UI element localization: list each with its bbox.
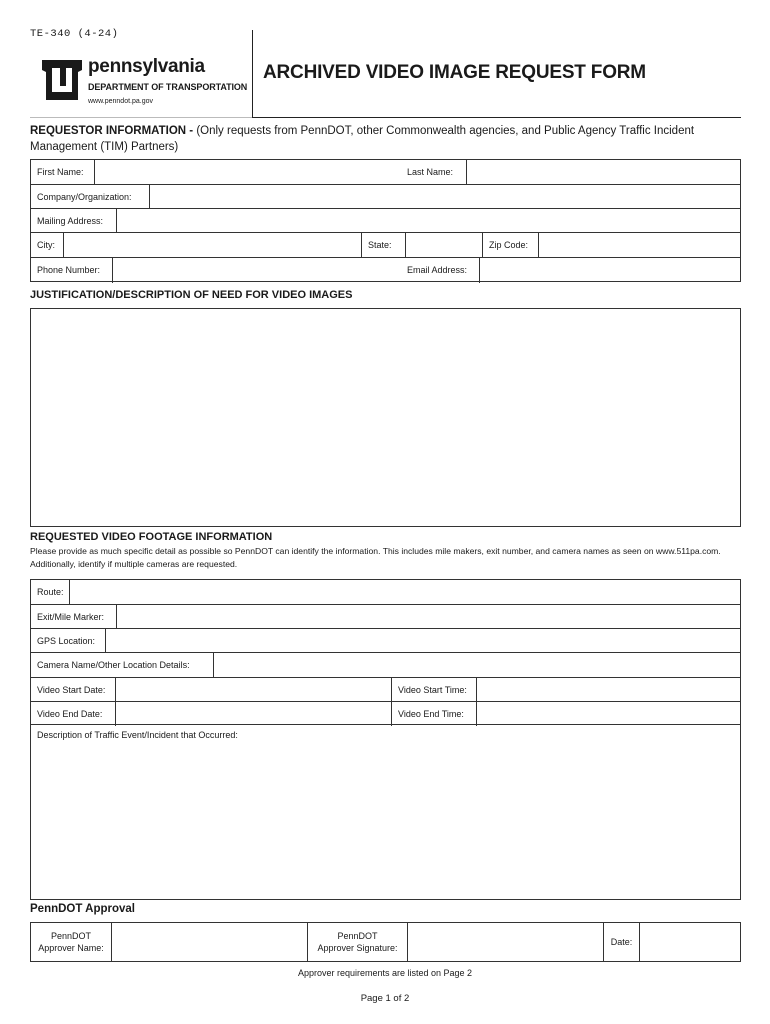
- approval-grid: [30, 922, 741, 962]
- justification-box[interactable]: [30, 308, 741, 527]
- requestor-grid: [30, 159, 741, 282]
- gps-field[interactable]: [105, 629, 740, 653]
- zip-input[interactable]: [539, 233, 740, 258]
- requestor-heading: REQUESTOR INFORMATION -: [30, 125, 197, 137]
- approver-name-label-line2: Approver Name:: [38, 943, 104, 953]
- row-mailing: [31, 208, 740, 233]
- requestor-eligibility: (Only requests from PennDOT, other Commonwealth agencies, and Public Agency Traffic Incident Management (TIM) Partners): [30, 125, 695, 153]
- start-time-field[interactable]: [476, 678, 740, 702]
- state-input[interactable]: [406, 233, 482, 258]
- gps-label: GPS Location:: [37, 636, 96, 646]
- header-rule: [253, 117, 741, 118]
- email-field[interactable]: [479, 258, 740, 283]
- email-input[interactable]: [480, 258, 740, 283]
- city-field[interactable]: [63, 233, 361, 258]
- first-name-label: First Name:: [37, 167, 84, 177]
- row-company: [31, 184, 740, 209]
- start-time-label: Video Start Time:: [391, 678, 476, 702]
- page-number: Page 1 of 2: [360, 993, 410, 1004]
- approver-signature-input[interactable]: [408, 923, 603, 961]
- footage-grid: [30, 579, 741, 725]
- end-time-field[interactable]: [476, 702, 740, 726]
- page-title: ARCHIVED VIDEO IMAGE REQUEST FORM: [263, 62, 646, 83]
- camera-label: Camera Name/Other Location Details:: [37, 660, 190, 670]
- start-date-field[interactable]: [115, 678, 391, 702]
- last-name-field[interactable]: [466, 160, 740, 184]
- company-input[interactable]: [150, 185, 740, 209]
- mailing-field[interactable]: [116, 209, 740, 233]
- justification-heading: JUSTIFICATION/DESCRIPTION OF NEED FOR VIDEO IMAGES: [30, 289, 353, 301]
- requestor-intro: [30, 123, 742, 155]
- start-date-label: Video Start Date:: [37, 685, 106, 695]
- end-time-label: Video End Time:: [391, 702, 476, 726]
- start-date-input[interactable]: [116, 678, 391, 702]
- header-rule-left: [30, 117, 252, 118]
- approver-signature-field[interactable]: [407, 923, 603, 961]
- exit-input[interactable]: [117, 605, 740, 629]
- first-name-field[interactable]: [94, 160, 401, 184]
- phone-input[interactable]: [113, 258, 401, 283]
- justification-textarea[interactable]: [31, 309, 740, 526]
- footage-heading: REQUESTED VIDEO FOOTAGE INFORMATION: [30, 531, 273, 543]
- end-date-input[interactable]: [116, 702, 391, 726]
- approver-signature-label: [307, 923, 407, 961]
- gps-input[interactable]: [106, 629, 740, 653]
- logo-url: www.penndot.pa.gov: [88, 98, 153, 105]
- row-camera: [31, 652, 740, 678]
- row-exit: [31, 604, 740, 629]
- approver-name-field[interactable]: [111, 923, 307, 961]
- exit-field[interactable]: [116, 605, 740, 629]
- company-label: Company/Organization:: [37, 192, 132, 202]
- approver-name-label-line1: PennDOT: [50, 931, 92, 941]
- approver-name-input[interactable]: [112, 923, 307, 961]
- zip-label: Zip Code:: [482, 233, 538, 258]
- exit-label: Exit/Mile Marker:: [37, 612, 105, 622]
- camera-input[interactable]: [214, 653, 740, 678]
- row-city: [31, 232, 740, 258]
- state-label: State:: [361, 233, 405, 258]
- row-end: [31, 701, 740, 726]
- route-field[interactable]: [69, 580, 740, 604]
- last-name-label: Last Name:: [407, 167, 454, 177]
- camera-field[interactable]: [213, 653, 740, 678]
- end-date-label: Video End Date:: [37, 709, 103, 719]
- header-divider: [252, 30, 253, 118]
- logo-department: DEPARTMENT OF TRANSPORTATION: [88, 82, 248, 92]
- city-label: City:: [37, 240, 55, 250]
- zip-field[interactable]: [538, 233, 740, 258]
- route-input[interactable]: [70, 580, 740, 604]
- start-time-input[interactable]: [477, 678, 740, 702]
- approval-date-field[interactable]: [639, 923, 740, 961]
- last-name-input[interactable]: [467, 160, 740, 184]
- end-time-input[interactable]: [477, 702, 740, 726]
- logo-wordmark: pennsylvania: [88, 56, 205, 77]
- end-date-field[interactable]: [115, 702, 391, 726]
- route-label: Route:: [37, 587, 64, 597]
- approval-date-input[interactable]: [640, 923, 740, 961]
- row-gps: [31, 628, 740, 653]
- mailing-label: Mailing Address:: [37, 216, 104, 226]
- city-input[interactable]: [64, 233, 361, 258]
- first-name-input[interactable]: [95, 160, 401, 184]
- row-route: [31, 580, 740, 604]
- approval-date-label: [603, 923, 639, 961]
- phone-field[interactable]: [112, 258, 401, 283]
- approver-signature-label-line2: Approver Signature:: [317, 943, 398, 953]
- incident-description-box[interactable]: [30, 724, 741, 900]
- keystone-logo-icon: [38, 56, 86, 104]
- mailing-input[interactable]: [117, 209, 740, 233]
- row-name: [31, 160, 740, 184]
- incident-description-label: Description of Traffic Event/Incident that Occurred:: [37, 730, 238, 740]
- company-field[interactable]: [149, 185, 740, 209]
- incident-description-textarea[interactable]: [31, 724, 740, 899]
- approver-signature-label-line1: PennDOT: [337, 931, 378, 941]
- phone-label: Phone Number:: [37, 265, 101, 275]
- approval-heading: PennDOT Approval: [30, 903, 135, 915]
- row-start: [31, 677, 740, 702]
- state-field[interactable]: [405, 233, 482, 258]
- form-code: TE-340 (4-24): [30, 28, 119, 40]
- email-label: Email Address:: [407, 265, 468, 275]
- approval-date-text: Date:: [610, 937, 633, 947]
- row-contact: [31, 257, 740, 283]
- footage-note: Please provide as much specific detail as possible so PennDOT can identify the information. This includes mile makers, exit number, and camera names as seen on www.511pa.com. Additionally, identify if multiple cameras are requested.: [30, 546, 721, 569]
- approver-requirements-note: Approver requirements are listed on Page 2: [297, 968, 473, 978]
- approver-name-label: [31, 923, 111, 961]
